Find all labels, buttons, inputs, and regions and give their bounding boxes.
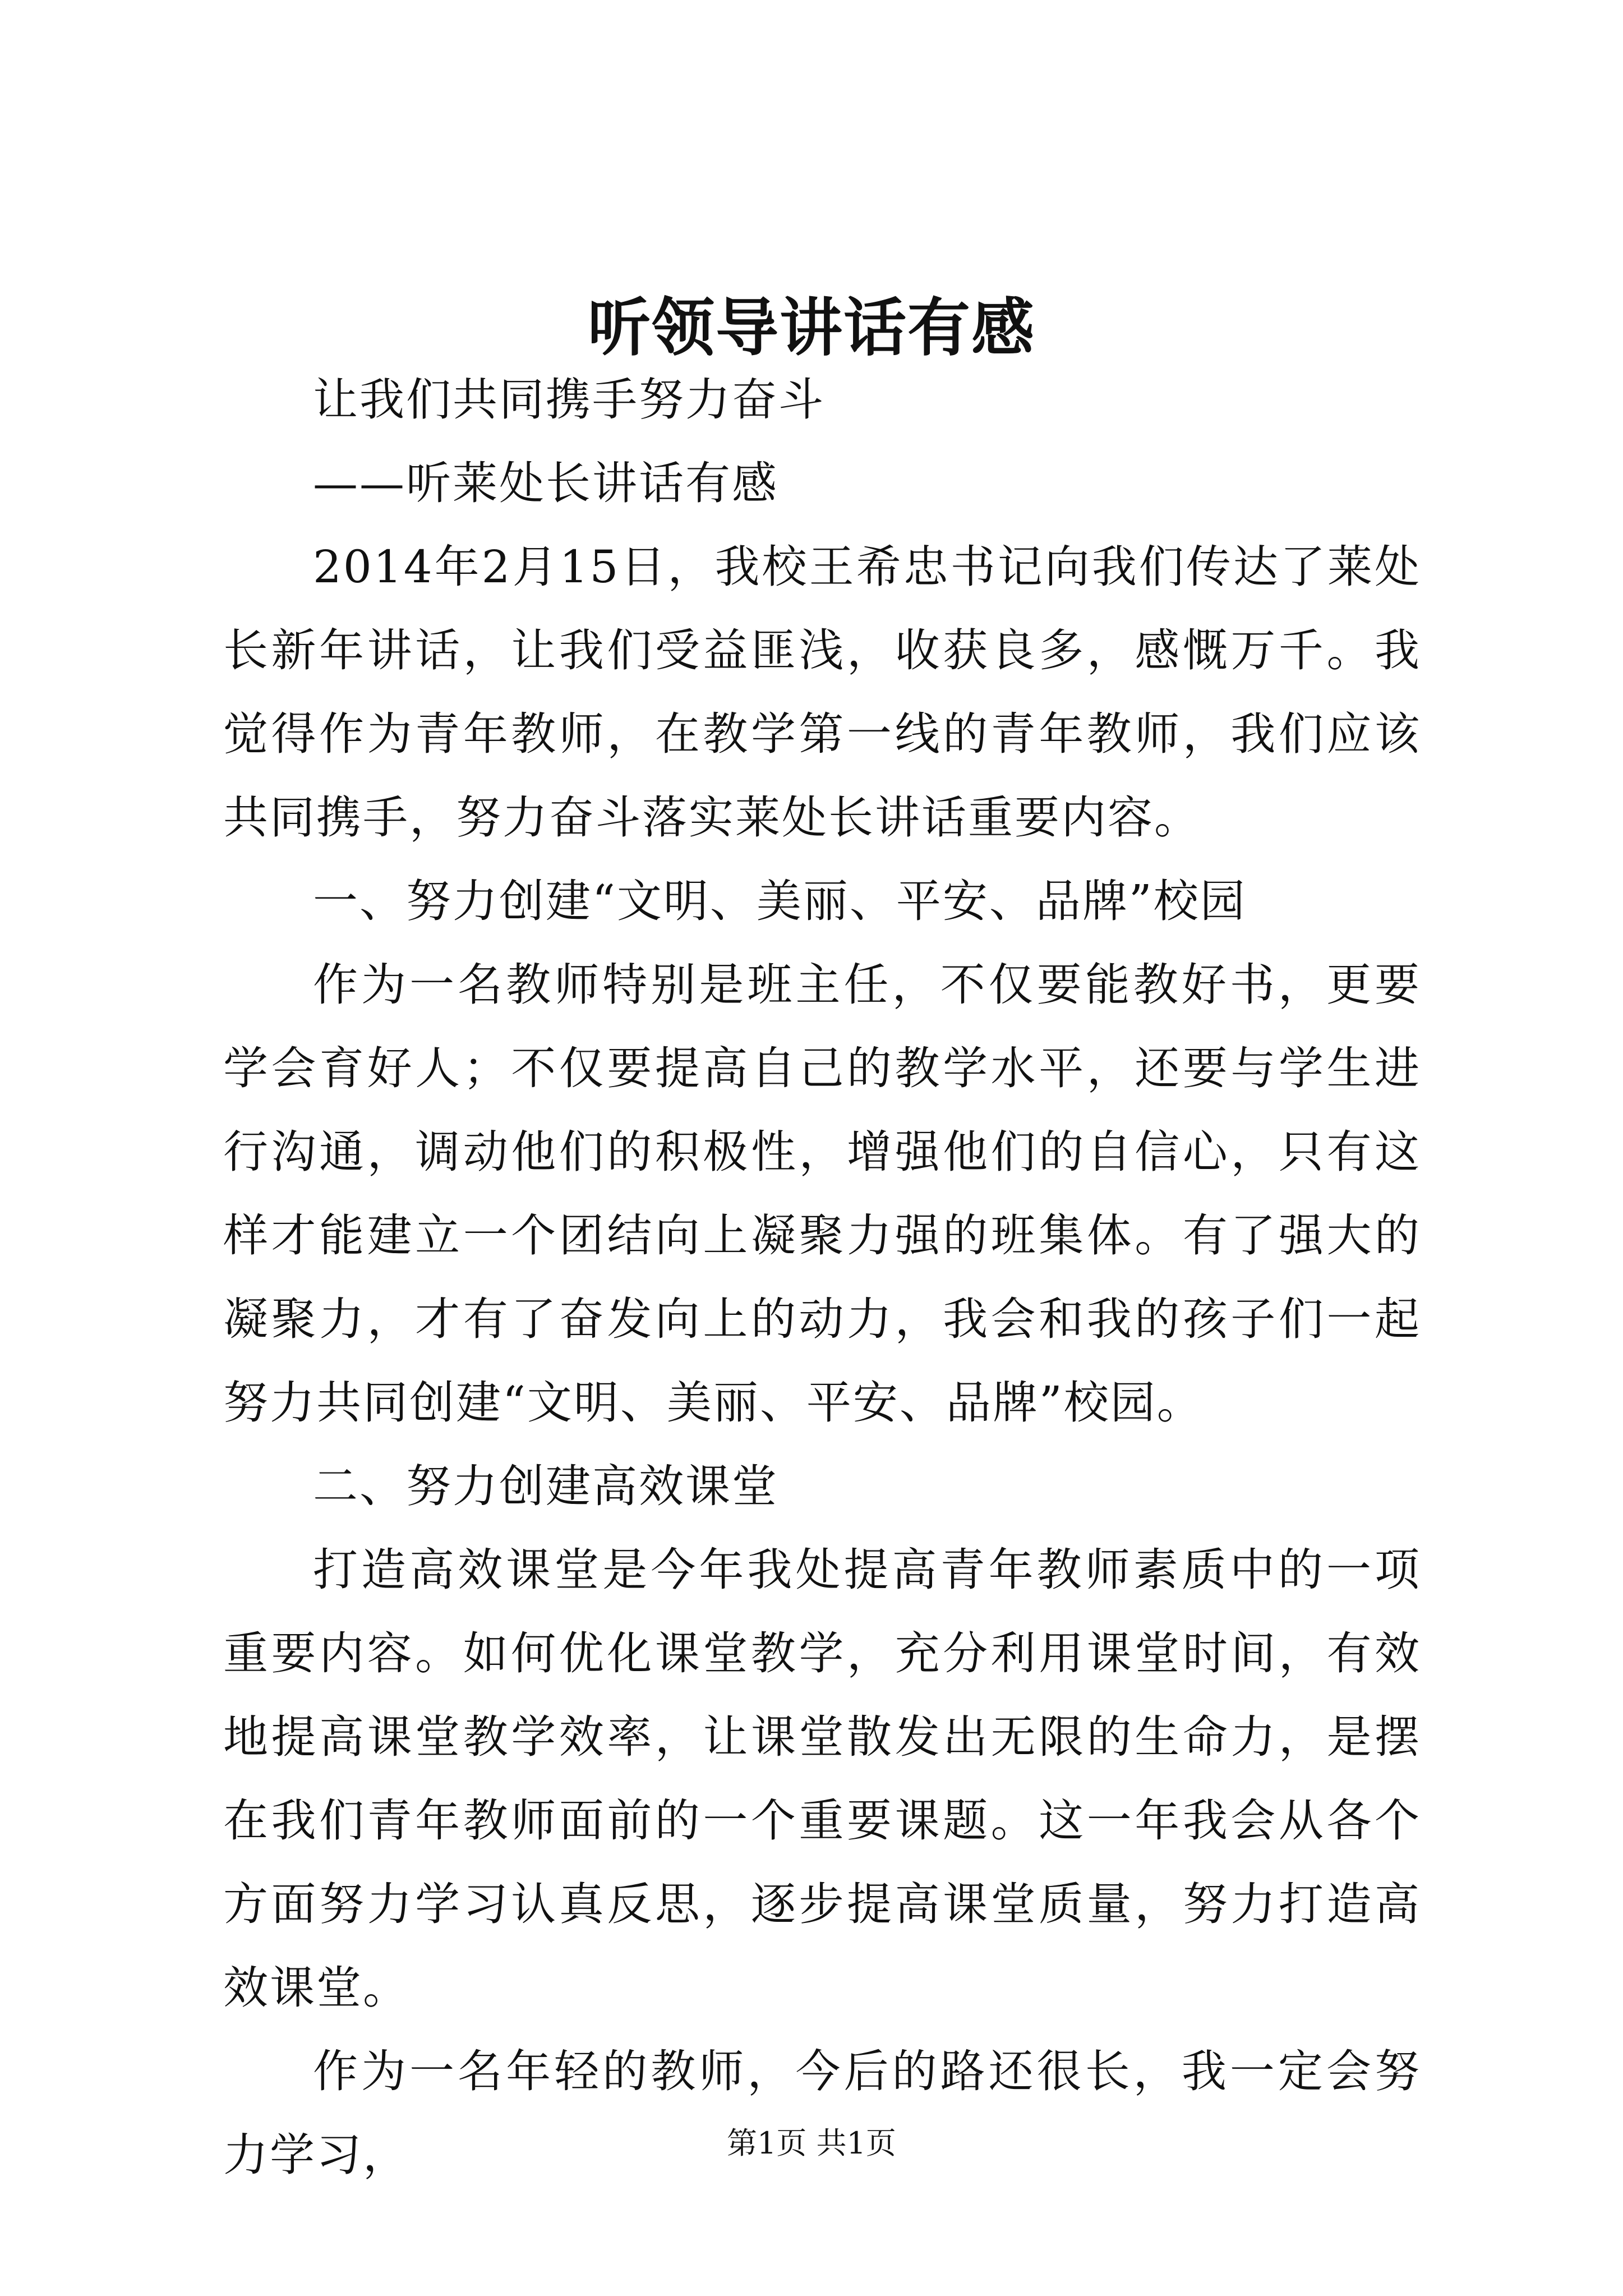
paragraph-intro: 2014年2月15日，我校王希忠书记向我们传达了莱处长新年讲话，让我们受益匪浅，收获良多，感慨万千。我觉得作为青年教师，在教学第一线的青年教师，我们应该共同携手，努力奋斗落实莱处长讲话重要内容。 [223, 541, 1421, 844]
section-heading-2: 二、努力创建高效课堂 [313, 1460, 778, 1512]
paragraph-section-1: 作为一名教师特别是班主任，不仅要能教好书，更要学会育好人；不仅要提高自己的教学水平，还要与学生进行沟通，调动他们的积极性，增强他们的自信心，只有这样才能建立一个团结向上凝聚力强的班集体。有了强大的凝聚力，才有了奋发向上的动力，我会和我的孩子们一起努力共同创建“文明、美丽、平安、品牌”校园。 [223, 959, 1421, 1429]
section-heading-1: 一、努力创建“文明、美丽、平安、品牌”校园 [313, 875, 1247, 927]
paragraph-subtitle: 让我们共同携手努力奋斗 [313, 374, 825, 426]
paragraph-subtitle-attribution: ——听莱处长讲话有感 [313, 457, 778, 509]
document-title: 听领导讲话有感 [588, 291, 1035, 365]
paragraph-section-2: 打造高效课堂是今年我处提高青年教师素质中的一项重要内容。如何优化课堂教学，充分利用课堂时间，有效地提高课堂教学效率，让课堂散发出无限的生命力，是摆在我们青年教师面前的一个重要课题。这一年我会从各个方面努力学习认真反思，逐步提高课堂质量，努力打造高效课堂。 [223, 1544, 1421, 2014]
page-footer: 第1页 共1页 [727, 2125, 896, 2161]
paragraph-closing: 作为一名年轻的教师，今后的路还很长，我一定会努力学习， [223, 2045, 1421, 2181]
document-body [223, 358, 1421, 2197]
